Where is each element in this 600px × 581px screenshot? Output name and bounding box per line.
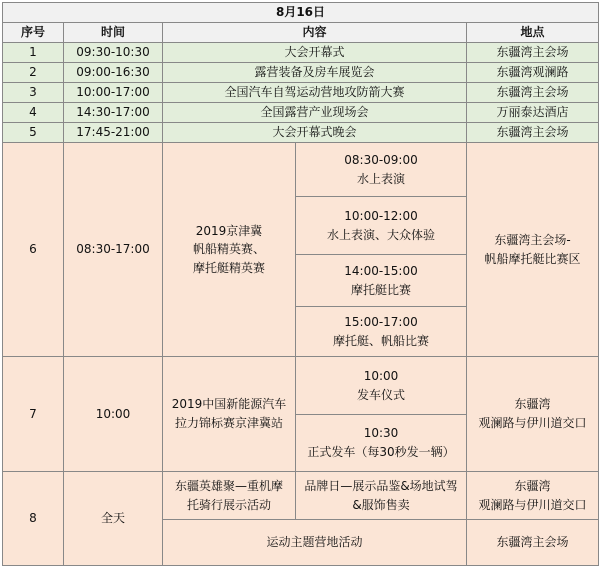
sub-session bbox=[296, 255, 467, 307]
row-content: 大会开幕式晚会 bbox=[163, 123, 467, 143]
table-row bbox=[3, 63, 599, 83]
row-place bbox=[467, 472, 599, 520]
row-time: 14:30-17:00 bbox=[64, 103, 163, 123]
row-place: 东疆湾主会场 bbox=[467, 123, 599, 143]
row-no: 6 bbox=[3, 143, 64, 357]
row-time: 17:45-21:00 bbox=[64, 123, 163, 143]
place-line: 东疆湾 bbox=[514, 478, 551, 493]
sub-session bbox=[296, 307, 467, 357]
row-no: 7 bbox=[3, 357, 64, 472]
row-no: 1 bbox=[3, 43, 64, 63]
sub-time: 10:00-12:00 bbox=[344, 208, 418, 223]
row-place: 东疆湾主会场 bbox=[467, 520, 599, 566]
sub-time: 10:30 bbox=[363, 426, 399, 441]
sub-time: 08:30-09:00 bbox=[344, 152, 418, 167]
header-content: 内容 bbox=[163, 23, 467, 43]
table-row bbox=[3, 357, 599, 415]
header-place: 地点 bbox=[467, 23, 599, 43]
row-place: 东疆湾主会场 bbox=[467, 83, 599, 103]
place-line: 观澜路与伊川道交口 bbox=[478, 497, 587, 512]
sub-time: 10:00 bbox=[363, 368, 399, 383]
sub-time: 14:00-15:00 bbox=[344, 263, 418, 278]
row-time: 08:30-17:00 bbox=[64, 143, 163, 357]
row-no: 3 bbox=[3, 83, 64, 103]
table-row bbox=[3, 472, 599, 520]
event-line: 帆船精英赛、 bbox=[192, 242, 265, 257]
sub-session bbox=[296, 197, 467, 255]
row-content: 大会开幕式 bbox=[163, 43, 467, 63]
table-row bbox=[3, 43, 599, 63]
row-time: 全天 bbox=[64, 472, 163, 566]
row-place bbox=[467, 143, 599, 357]
sub-session bbox=[296, 415, 467, 472]
event-line: 品牌日—展示品鉴&场地试驾 bbox=[304, 478, 458, 493]
table-row bbox=[3, 103, 599, 123]
sub-content: 水上表演 bbox=[356, 171, 405, 186]
row-time: 10:00 bbox=[64, 357, 163, 472]
sub-time: 15:00-17:00 bbox=[344, 314, 418, 329]
event-line: 2019中国新能源汽车 bbox=[171, 397, 287, 412]
row-event bbox=[163, 357, 296, 472]
row-event bbox=[163, 143, 296, 357]
sub-session bbox=[296, 143, 467, 197]
row-place: 东疆湾主会场 bbox=[467, 43, 599, 63]
event-line: 拉力锦标赛京津冀站 bbox=[174, 416, 283, 430]
header-time: 时间 bbox=[64, 23, 163, 43]
row-time: 09:30-10:30 bbox=[64, 43, 163, 63]
place-line: 帆船摩托艇比赛区 bbox=[484, 251, 581, 266]
row-place: 万丽泰达酒店 bbox=[467, 103, 599, 123]
row-no: 8 bbox=[3, 472, 64, 566]
row-content: 露营装备及房车展览会 bbox=[163, 63, 467, 83]
schedule-table bbox=[2, 2, 599, 566]
place-line: 观澜路与伊川道交口 bbox=[478, 416, 587, 430]
table-row bbox=[3, 123, 599, 143]
row-content: 全国汽车自驾运动营地攻防箭大赛 bbox=[163, 83, 467, 103]
event-line: 东疆英雄聚—重机摩 bbox=[174, 478, 283, 493]
row-time: 09:00-16:30 bbox=[64, 63, 163, 83]
row-time: 10:00-17:00 bbox=[64, 83, 163, 103]
row-event bbox=[296, 472, 467, 520]
row-event: 运动主题营地活动 bbox=[163, 520, 467, 566]
row-content: 全国露营产业现场会 bbox=[163, 103, 467, 123]
sub-content: 正式发车（每30秒发一辆） bbox=[307, 445, 455, 459]
place-line: 东疆湾 bbox=[514, 397, 551, 412]
sub-content: 摩托艇比赛 bbox=[350, 282, 411, 297]
table-row bbox=[3, 83, 599, 103]
row-place: 东疆湾观澜路 bbox=[467, 63, 599, 83]
event-line: 摩托艇精英赛 bbox=[192, 260, 265, 275]
row-place bbox=[467, 357, 599, 472]
sub-content: 发车仪式 bbox=[356, 387, 405, 402]
sub-content: 水上表演、大众体验 bbox=[326, 227, 435, 242]
table-row bbox=[3, 143, 599, 197]
sub-session bbox=[296, 357, 467, 415]
event-line: 2019京津冀 bbox=[195, 223, 263, 238]
header-no: 序号 bbox=[3, 23, 64, 43]
table-title: 8月16日 bbox=[3, 3, 599, 23]
place-line: 东疆湾主会场- bbox=[494, 232, 571, 247]
row-no: 2 bbox=[3, 63, 64, 83]
row-no: 5 bbox=[3, 123, 64, 143]
event-line: 托骑行展示活动 bbox=[186, 497, 271, 512]
sub-content: 摩托艇、帆船比赛 bbox=[332, 333, 429, 348]
event-line: &服饰售卖 bbox=[352, 497, 410, 512]
row-no: 4 bbox=[3, 103, 64, 123]
row-event bbox=[163, 472, 296, 520]
